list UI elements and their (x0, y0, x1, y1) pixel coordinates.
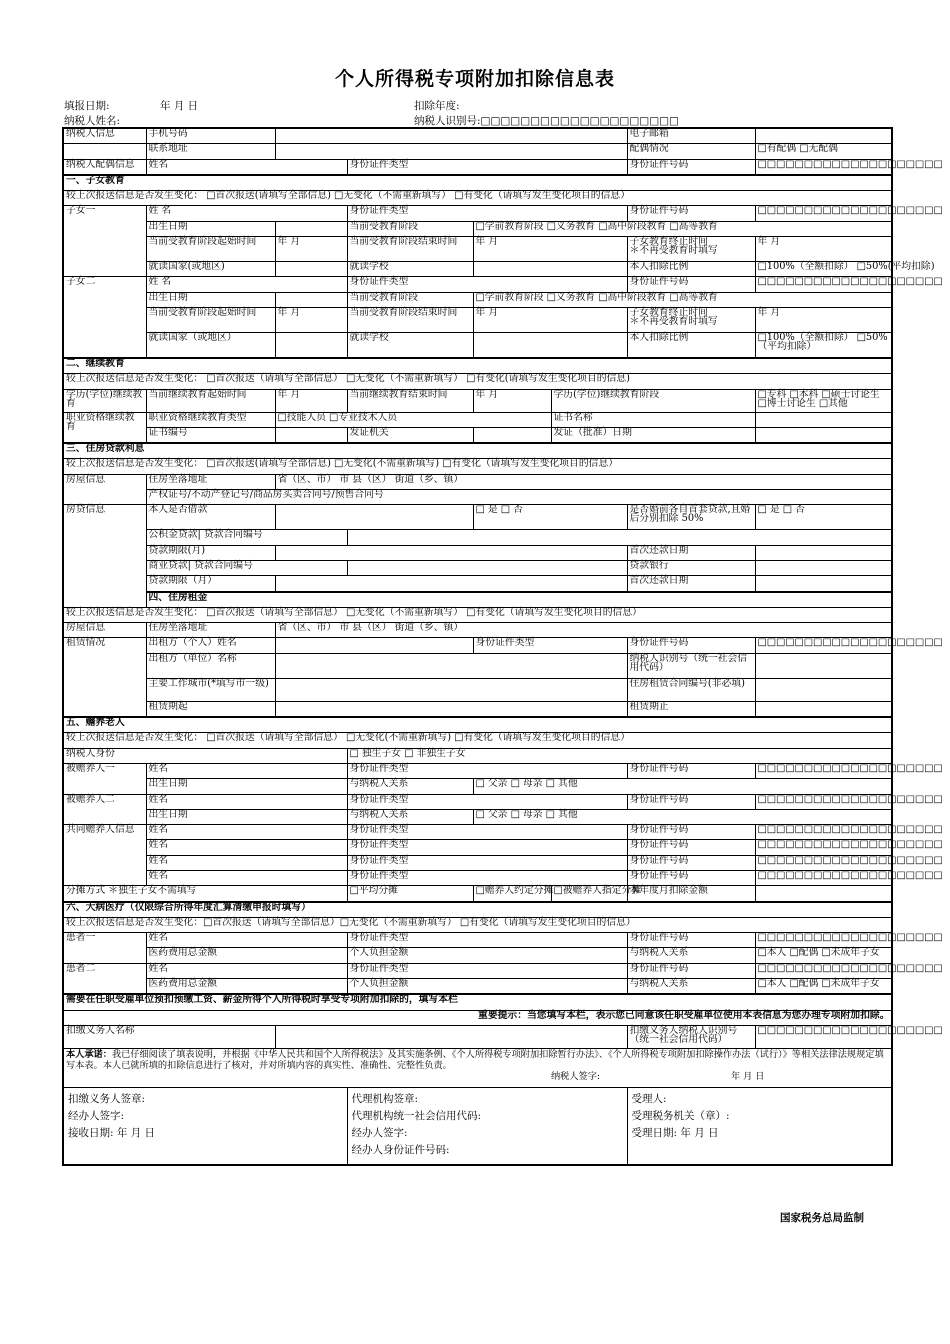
sup1-id-no-label: 身份证件号码 (627, 763, 755, 778)
degree-end-label: 当前继续教育结束时间 (347, 389, 473, 412)
fill-date-ymd: 年 月 日 (160, 100, 199, 112)
fund-first-pay-label: 首次还款日期 (627, 545, 755, 560)
taxpayer-signature-label: 纳税人签字: (551, 1070, 601, 1082)
sup2-birth-label: 出生日期 (146, 809, 347, 824)
split-agreed-option[interactable]: □赡养人约定分摊 (473, 886, 551, 902)
supported-one-label: 被赡养人一 (63, 763, 146, 794)
child1-id-no-label: 身份证件号码 (627, 206, 755, 221)
spouse-status-options[interactable]: □有配偶 □无配偶 (755, 144, 892, 159)
degree-stage-options[interactable]: □专科 □本科 □硕士讨论生 □博士讨论生 □其他 (755, 389, 892, 412)
child1-end-time-value[interactable]: 年 月 (755, 237, 892, 262)
child2-end-time-label: 子女教育终止时间 ＊不再受教育时填写 (627, 307, 755, 332)
sup2-relation-options[interactable]: □ 父亲 □ 母亲 □ 其他 (473, 809, 892, 824)
child1-stage-start-label: 当前受教育阶段起始时间 (146, 237, 275, 262)
child1-ratio-label: 本人扣除比例 (627, 262, 755, 277)
section-continuing-education-title: 二、继续教育 (63, 358, 892, 374)
child2-school-label: 就读学校 (347, 332, 473, 358)
sup2-name-label: 姓名 (146, 794, 347, 809)
patient-one-label: 患者一 (63, 933, 146, 964)
child2-end-time-value[interactable]: 年 月 (755, 307, 892, 332)
medical-change-options[interactable]: 较上次报送信息是否发生变化：□首次报送（请填写全部信息）□无变化（不需重新填写） □有变化（请填写发生变化项目的信息） (63, 917, 892, 932)
child2-ratio-options[interactable]: □100%（全额扣除） □50%（平均扣除） (755, 332, 892, 358)
rent-address-label: 住房坐落地址 (146, 623, 275, 638)
child1-country-label: 就读国家(或地区) (146, 262, 275, 277)
section-housing-loan-title: 三、住房贷款利息 (63, 443, 892, 459)
deduction-form-table (62, 127, 943, 1166)
house-address-label: 住房坐落地址 (146, 474, 275, 489)
taxpayer-identity-options[interactable]: □ 独生子女 □ 非独生子女 (347, 748, 892, 763)
co4-id-boxes[interactable]: □□□□□□□□□□□□□□□□□□□□ (755, 870, 892, 885)
child2-stage-end-value[interactable]: 年 月 (473, 307, 627, 332)
address-label: 联系地址 (146, 144, 275, 159)
child1-id-boxes[interactable]: □□□□□□□□□□□□□□□□□□□□ (755, 206, 892, 221)
taxpayer-id-label: 纳税人识别号:□□□□□□□□□□□□□□□□□□□□ (414, 115, 679, 127)
cert-no-label: 证书编号 (146, 427, 275, 443)
lessor-tax-id-label: 纳税人识别号（统一社会信用代码） (627, 653, 755, 678)
p2-total-label: 医药费用总金额 (146, 979, 347, 995)
p1-relation-options[interactable]: □本人 □配偶 □未成年子女 (755, 948, 892, 963)
child1-ratio-options[interactable]: □100%（全额扣除） □50%(平均扣除) (755, 262, 892, 277)
co3-name-label: 姓名 (146, 855, 347, 870)
withholder-name-label: 扣缴义务人名称 (63, 1025, 275, 1048)
first-home-label: 是否婚前各自首套贷款,且婚后分别扣除 50% (627, 505, 755, 530)
p1-id-boxes[interactable]: □□□□□□□□□□□□□□□□□□□□ (755, 933, 892, 948)
child1-id-type-label: 身份证件类型 (347, 206, 627, 221)
taxpayer-promise: 本人承诺：我已仔细阅读了填表说明，并根据《中华人民共和国个人所得税法》及其实施条例、《个人所得税专项附加扣除暂行办法》、《个人所得税专项附加扣除操作办法（试行）》等相关法律法规规定填写本表。本人已就所填的扣除信息进行了核对，并对所填内容的真实性、准确性、完整性负责。 纳税人签字: 年 月 日 (63, 1048, 892, 1087)
commercial-period-label: 贷款期限（月） (146, 576, 275, 592)
important-tip: 重要提示：当您填写本栏，表示您已同意该任职受雇单位使用本表信息为您办理专项附加扣除。 (63, 1010, 892, 1025)
co2-id-no-label: 身份证件号码 (627, 840, 755, 855)
children-change-options[interactable]: 较上次报送信息是否发生变化： □首次报送(请填写全部信息) □无变化（不需重新填写） □有变化（请填写发生变化项目的信息） (63, 191, 892, 206)
professional-type-options[interactable]: □技能人员 □专业技术人员 (275, 412, 551, 427)
sup2-id-type-label: 身份证件类型 (347, 794, 627, 809)
spouse-status-label: 配偶情况 (627, 144, 755, 159)
rent-address-value[interactable]: 省（区、市） 市 县（区） 街道（乡、镇） (275, 623, 892, 638)
sup1-name-label: 姓名 (146, 763, 347, 778)
child1-stage-end-label: 当前受教育阶段结束时间 (347, 237, 473, 262)
spouse-info-label: 纳税人配偶信息 (63, 159, 146, 175)
child2-stage-end-label: 当前受教育阶段结束时间 (347, 307, 473, 332)
promise-date: 年 月 日 (730, 1070, 765, 1082)
p1-name-label: 姓名 (146, 933, 347, 948)
loan-info-label: 房贷信息 (63, 505, 146, 607)
child2-stage-label: 当前受教育阶段 (347, 292, 473, 307)
p1-id-type-label: 身份证件类型 (347, 933, 627, 948)
child2-stage-options[interactable]: □学前教育阶段 □义务教育 □高中阶段教育 □高等教育 (473, 292, 892, 307)
fund-period-label: 贷款期限(月) (146, 545, 275, 560)
sup2-id-no-label: 身份证件号码 (627, 794, 755, 809)
degree-start-value[interactable]: 年 月 (275, 389, 347, 412)
p2-self-label: 个人负担金额 (347, 979, 627, 995)
child2-stage-start-value[interactable]: 年 月 (275, 307, 347, 332)
form-title: 个人所得税专项附加扣除信息表 (334, 68, 615, 90)
split-method-label: 分摊方式 ＊独生子女不需填写 (63, 886, 347, 902)
co4-id-no-label: 身份证件号码 (627, 870, 755, 885)
continuing-change-options[interactable]: 较上次报送信息是否发生变化： □首次报送（请填写全部信息） □无变化（不需重新填写） □有变化(请填写发生变化项目的信息) (63, 374, 892, 389)
taxpayer-name-label: 纳税人姓名: (64, 115, 121, 127)
p2-name-label: 姓名 (146, 963, 347, 978)
child2-stage-start-label: 当前受教育阶段起始时间 (146, 307, 275, 332)
child2-birth-label: 出生日期 (146, 292, 275, 307)
degree-stage-label: 学历(学位)继续教育阶段 (551, 389, 755, 412)
taxpayer-identity-label: 纳税人身份 (63, 748, 347, 763)
commercial-loan-label: 商业贷款| 贷款合同编号 (146, 560, 347, 575)
rent-contract-label: 住房租赁合同编号(非必填) (627, 678, 755, 701)
withholder-name-field[interactable] (275, 1025, 627, 1048)
p1-self-label: 个人负担金额 (347, 948, 627, 963)
p1-total-label: 医药费用总金额 (146, 948, 347, 963)
work-city-label: 主要工作城市(*填写市一级) (146, 678, 275, 701)
co3-id-boxes[interactable]: □□□□□□□□□□□□□□□□□□□□ (755, 855, 892, 870)
child1-birth-label: 出生日期 (146, 221, 275, 236)
co4-id-type-label: 身份证件类型 (347, 870, 627, 885)
first-home-options[interactable]: □ 是 □ 否 (755, 505, 892, 530)
rent-start-label: 租赁期起 (146, 701, 275, 717)
withholder-id-label: 扣缴义务人纳税人识别号（统一社会信用代码） (627, 1025, 755, 1048)
loan-bank-label: 贷款银行 (627, 560, 755, 575)
co3-id-type-label: 身份证件类型 (347, 855, 627, 870)
monthly-amount-label: 本年度月扣除金额 (627, 886, 755, 902)
spouse-name-label: 姓名 (146, 159, 347, 175)
deduct-year-label: 扣除年度: (414, 100, 460, 112)
child1-stage-end-value[interactable]: 年 月 (473, 237, 627, 262)
child2-id-no-label: 身份证件号码 (627, 277, 755, 292)
spouse-id-type-label: 身份证件类型 (347, 159, 627, 175)
property-cert-label: 产权证号/不动产登记号/商品房买卖合同号/预售合同号 (146, 490, 892, 505)
housing-loan-change-options[interactable]: 较上次报送信息是否发生变化： □首次报送(请填写全部信息) □无变化(不需重新填写) □有变化（请填写发生变化项目的信息） (63, 459, 892, 474)
house-address-value[interactable]: 省（区、市） 市 县（区） 街道（乡、镇） (275, 474, 892, 489)
lessor-id-type-label: 身份证件类型 (473, 638, 627, 653)
address-field[interactable] (275, 144, 627, 159)
co4-name-label: 姓名 (146, 870, 347, 885)
p2-id-no-label: 身份证件号码 (627, 963, 755, 978)
is-borrower-options[interactable]: □ 是 □ 否 (473, 505, 627, 530)
professional-education-label: 职业资格继续教育 (63, 412, 146, 443)
rent-end-label: 租赁期止 (627, 701, 755, 717)
rent-situation-label: 租赁情况 (63, 638, 146, 717)
p2-id-type-label: 身份证件类型 (347, 963, 627, 978)
degree-end-value[interactable]: 年 月 (473, 389, 551, 412)
p2-relation-label: 与纳税人关系 (627, 979, 755, 995)
supervisor-footer: 国家税务总局监制 (780, 1212, 864, 1224)
fill-date-label: 填报日期: (64, 100, 110, 112)
child-one-label: 子女一 (63, 206, 146, 277)
lessor-id-boxes[interactable]: □□□□□□□□□□□□□□□□□□□□ (755, 638, 892, 653)
supported-two-label: 被赡养人二 (63, 794, 146, 825)
co1-id-type-label: 身份证件类型 (347, 825, 627, 840)
co-supporter-label: 共同赡养人信息 (63, 825, 146, 886)
rent-change-options[interactable]: 较上次报送信息是否发生变化： □首次报送（请填写全部信息） □无变化（不需重新填写） □有变化（请填写发生变化项目的信息） (63, 607, 892, 622)
child1-stage-options[interactable]: □学前教育阶段 □义务教育 □高中阶段教育 □高等教育 (473, 221, 892, 236)
lessor-id-no-label: 身份证件号码 (627, 638, 755, 653)
child2-id-boxes[interactable]: □□□□□□□□□□□□□□□□□□□□ (755, 277, 892, 292)
co3-id-no-label: 身份证件号码 (627, 855, 755, 870)
sup1-id-type-label: 身份证件类型 (347, 763, 627, 778)
co1-id-boxes[interactable]: □□□□□□□□□□□□□□□□□□□□ (755, 825, 892, 840)
agency-sign-block[interactable]: 代理机构签章: 代理机构统一社会信用代码: 经办人签字: 经办人身份证件号码: (347, 1087, 627, 1165)
degree-education-label: 学历(学位)继续教育 (63, 389, 146, 412)
phone-label: 手机号码 (146, 128, 275, 144)
p1-relation-label: 与纳税人关系 (627, 948, 755, 963)
co2-name-label: 姓名 (146, 840, 347, 855)
elderly-change-options[interactable]: 较上次报送信息是否发生变化： □首次报送（请填写全部信息） □无变化(不需重新填写) □有变化（请填写发生变化项目的信息） (63, 733, 892, 748)
child2-ratio-label: 本人扣除比例 (627, 332, 755, 358)
child2-id-type-label: 身份证件类型 (347, 277, 627, 292)
degree-start-label: 当前继续教育起始时间 (146, 389, 275, 412)
withholder-sign-block[interactable]: 扣缴义务人签章: 经办人签字: 接收日期: 年 月 日 (63, 1087, 347, 1165)
sup1-birth-label: 出生日期 (146, 779, 347, 794)
house-info-label: 房屋信息 (63, 474, 146, 505)
tax-office-block[interactable]: 受理人: 受理税务机关（章）: 受理日期: 年 月 日 (627, 1087, 892, 1165)
co1-id-no-label: 身份证件号码 (627, 825, 755, 840)
sup1-relation-options[interactable]: □ 父亲 □ 母亲 □ 其他 (473, 779, 892, 794)
lessor-org-label: 出租方（单位）名称 (146, 653, 275, 678)
child1-end-time-label: 子女教育终止时间 ＊不再受教育时填写 (627, 237, 755, 262)
professional-type-label: 职业资格继续教育类型 (146, 412, 275, 427)
lessor-person-label: 出租方（个人）姓名 (146, 638, 275, 653)
rent-house-info-label: 房屋信息 (63, 623, 146, 638)
child1-name-label: 姓 名 (146, 206, 347, 221)
child2-country-label: 就读国家（或地区） (146, 332, 275, 358)
patient-two-label: 患者二 (63, 963, 146, 994)
child-two-label: 子女二 (63, 277, 146, 358)
commercial-first-pay-label: 首次还款日期 (627, 576, 755, 592)
sup1-relation-label: 与纳税人关系 (347, 779, 473, 794)
co1-name-label: 姓名 (146, 825, 347, 840)
issuer-label: 发证机关 (347, 427, 473, 443)
sup2-id-boxes[interactable]: □□□□□□□□□□□□□□□□□□□□ (755, 794, 892, 809)
phone-field[interactable] (275, 128, 627, 144)
section-rent-title: 四、住房租金 (146, 592, 892, 608)
child1-stage-label: 当前受教育阶段 (347, 221, 473, 236)
sup2-relation-label: 与纳税人关系 (347, 809, 473, 824)
co2-id-type-label: 身份证件类型 (347, 840, 627, 855)
p1-id-no-label: 身份证件号码 (627, 933, 755, 948)
split-designated-option[interactable]: □被赡养人指定分摊 (551, 886, 627, 902)
p2-relation-options[interactable]: □本人 □配偶 □未成年子女 (755, 979, 892, 995)
sup1-id-boxes[interactable]: □□□□□□□□□□□□□□□□□□□□ (755, 763, 892, 778)
employer-section-note: 需要在任职受雇单位预扣预缴工资、薪金所得个人所得税时享受专项附加扣除的，填写本栏 (63, 994, 892, 1010)
taxpayer-info-label: 纳税人信息 (63, 128, 146, 144)
spouse-id-no-label: 身份证件号码 (627, 159, 755, 175)
section-children-education-title: 一、子女教育 (63, 175, 892, 191)
p2-id-boxes[interactable]: □□□□□□□□□□□□□□□□□□□□ (755, 963, 892, 978)
cert-name-label: 证书名称 (551, 412, 755, 427)
fund-loan-label: 公积金贷款| 贷款合同编号 (146, 530, 347, 545)
co2-id-boxes[interactable]: □□□□□□□□□□□□□□□□□□□□ (755, 840, 892, 855)
email-field[interactable] (755, 128, 892, 144)
spouse-id-boxes[interactable]: □□□□□□□□□□□□□□□□□□□□ (755, 159, 892, 175)
child1-stage-start-value[interactable]: 年 月 (275, 237, 347, 262)
email-label: 电子邮箱 (627, 128, 755, 144)
child1-school-label: 就读学校 (347, 262, 473, 277)
withholder-id-boxes[interactable]: □□□□□□□□□□□□□□□□□□□□ (755, 1025, 892, 1048)
split-even-option[interactable]: □平均分摊 (347, 886, 473, 902)
section-medical-title: 六、大病医疗（仅限综合所得年度汇算清缴申报时填写） (63, 902, 892, 918)
section-elderly-support-title: 五、赡养老人 (63, 717, 892, 733)
issue-date-label: 发证（批准）日期 (551, 427, 755, 443)
child2-name-label: 姓 名 (146, 277, 347, 292)
is-borrower-label: 本人是否借款 (146, 505, 275, 530)
